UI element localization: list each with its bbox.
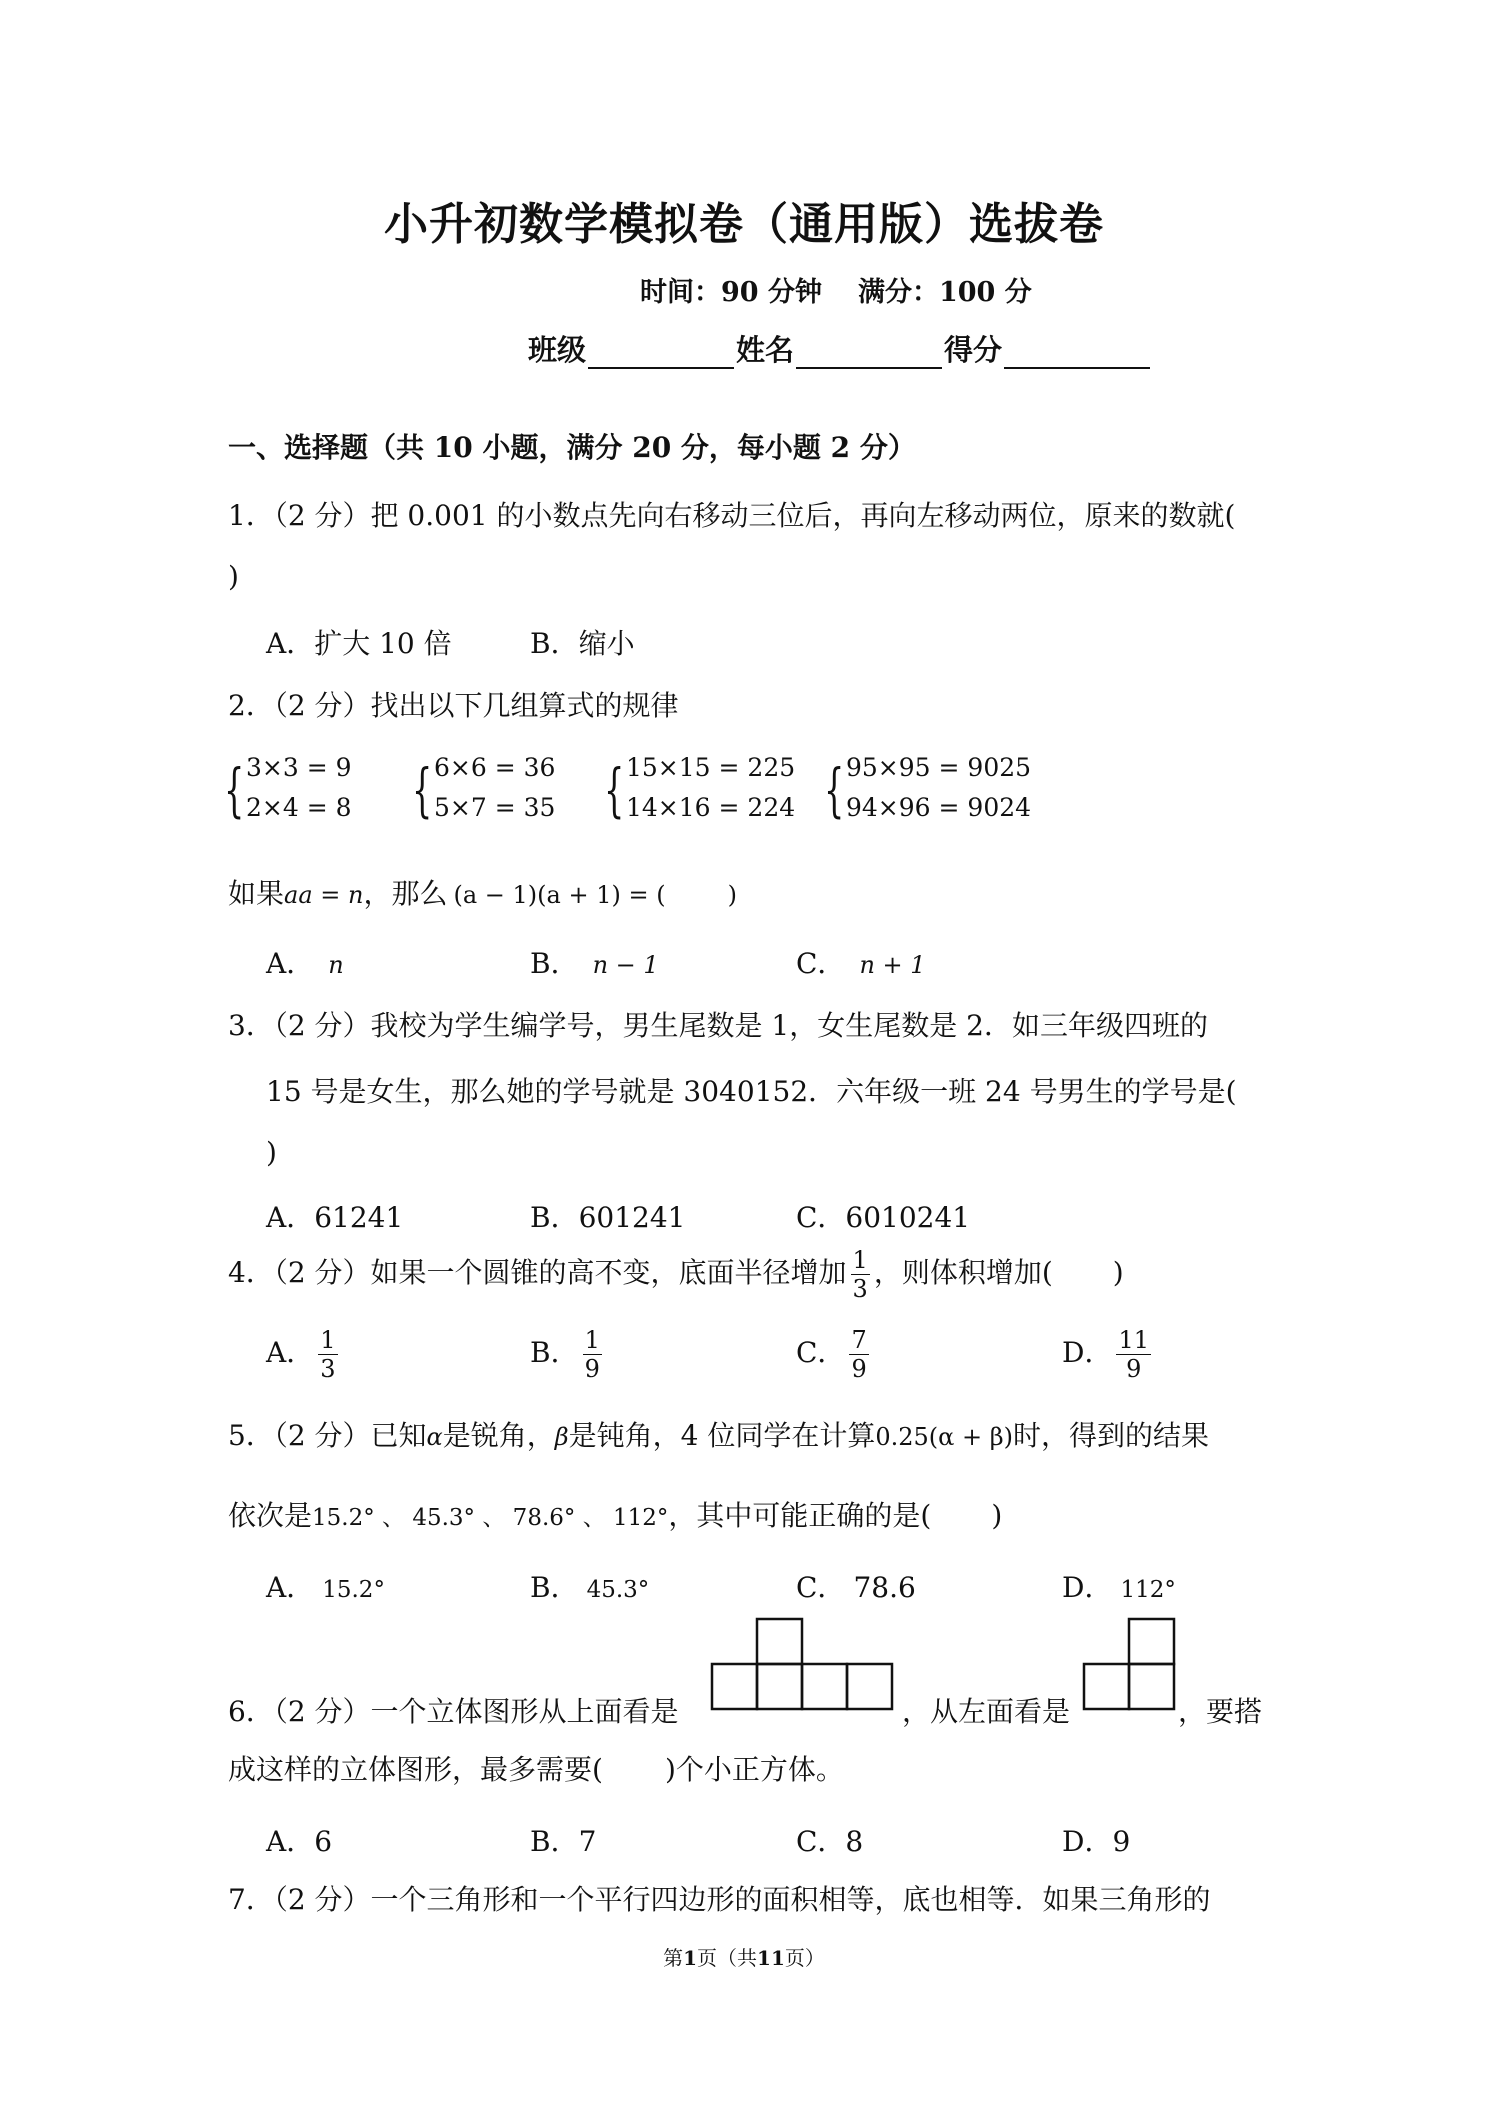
full-score: 满分：100 分: [857, 277, 1032, 308]
q2-system-4: { 95×95 = 9025 94×96 = 9024: [832, 748, 1031, 828]
score-blank[interactable]: [1004, 339, 1150, 369]
left-view-figure: [1082, 1616, 1178, 1712]
q6-line2: 成这样的立体图形，最多需要( )个小正方体。: [228, 1753, 844, 1786]
q2-stem: 2．（2 分）找出以下几组算式的规律: [228, 689, 679, 722]
name-blank[interactable]: [796, 339, 942, 369]
name-label: 姓名: [736, 333, 795, 367]
q6-line1a: 6．（2 分）一个立体图形从上面看是: [228, 1695, 679, 1728]
q2-sys3-line2: 14×16 = 224: [626, 793, 796, 822]
q2-option-b[interactable]: B． n − 1: [530, 947, 659, 980]
q5-values: 15.2° 、 45.3° 、 78.6° 、 112°: [312, 1505, 669, 1531]
q2-system-1: { 3×3 = 9 2×4 = 8: [232, 748, 352, 828]
q2-sys3-line1: 15×15 = 225: [626, 753, 796, 782]
page-title: 小升初数学模拟卷（通用版）选拔卷: [384, 199, 1104, 250]
q2-sys4-line2: 94×96 = 9024: [846, 793, 1032, 822]
q2-sys2-line2: 5×7 = 35: [434, 793, 556, 822]
q3-option-a[interactable]: A．61241: [266, 1201, 404, 1234]
q5-option-d[interactable]: D． 112°: [1062, 1571, 1176, 1604]
q4-option-d[interactable]: D． $\frac{11}{9}$: [1062, 1326, 1149, 1383]
q6-option-c[interactable]: C．8: [796, 1825, 864, 1858]
q4-option-b[interactable]: B． $\frac{1}{9}$: [530, 1326, 600, 1383]
q7-line1: 7．（2 分）一个三角形和一个平行四边形的面积相等，底也相等．如果三角形的: [228, 1883, 1211, 1916]
page-number: 1: [683, 1946, 698, 1970]
q6-option-b[interactable]: B．7: [530, 1825, 597, 1858]
q2-system-2: { 6×6 = 36 5×7 = 35: [420, 748, 555, 828]
q1-stem-cont: ): [228, 560, 239, 593]
q5-expr: 0.25(α + β): [875, 1423, 1013, 1451]
class-label: 班级: [528, 333, 587, 367]
page-footer: 第1页（共11页）: [663, 1946, 825, 1970]
q5-option-b[interactable]: B． 45.3°: [530, 1571, 650, 1604]
q2-sys1-line1: 3×3 = 9: [246, 753, 352, 782]
q3-line1: 3．（2 分）我校为学生编学号，男生尾数是 1，女生尾数是 2．如三年级四班的: [228, 1009, 1208, 1042]
q1-option-b[interactable]: B．缩小: [530, 627, 635, 660]
score-label: 得分: [944, 333, 1003, 367]
section-heading: 一、选择题（共 10 小题，满分 20 分，每小题 2 分）: [228, 431, 916, 464]
page-total: 11: [757, 1946, 785, 1970]
q2-sys2-line1: 6×6 = 36: [434, 753, 556, 782]
exam-meta: [640, 270, 1032, 309]
q4-option-c[interactable]: C． $\frac{7}{9}$: [796, 1326, 867, 1383]
q4-option-a[interactable]: A． $\frac{1}{3}$: [266, 1326, 336, 1383]
q2-then-expr: (a − 1)(a + 1) = (: [453, 881, 666, 909]
student-fields: [528, 328, 1152, 369]
q3-option-b[interactable]: B．601241: [530, 1201, 686, 1234]
q2-option-c[interactable]: C． n + 1: [796, 947, 926, 980]
q1-stem: 1．（2 分）把 0.001 的小数点先向右移动三位后，再向左移动两位，原来的数就(: [228, 499, 1236, 532]
q6-option-a[interactable]: A．6: [266, 1825, 333, 1858]
q2-sys1-line2: 2×4 = 8: [246, 793, 352, 822]
q2-system-3: { 15×15 = 225 14×16 = 224: [612, 748, 795, 828]
q2-option-a[interactable]: A． n: [266, 947, 344, 980]
class-blank[interactable]: [588, 339, 734, 369]
q6-line1b: ，从左面看是: [902, 1695, 1071, 1728]
q3-line2: 15 号是女生，那么她的学号就是 3040152．六年级一班 24 号男生的学号是(: [266, 1075, 1237, 1108]
q6-option-d[interactable]: D．9: [1062, 1825, 1131, 1858]
q6-line1c: ，要搭: [1178, 1695, 1263, 1728]
q3-option-c[interactable]: C．6010241: [796, 1201, 971, 1234]
q5-line1: 5．（2 分）已知α是锐角，β是钝角，4 位同学在计算0.25(α + β)时，得到的结果: [228, 1419, 1209, 1452]
q4-fraction: $\frac{1}{3}$: [852, 1246, 868, 1303]
q2-if-expr: aa = n: [284, 881, 364, 909]
q2-condition: 如果aa = n，那么 (a − 1)(a + 1) = ( ): [228, 877, 737, 910]
q5-option-a[interactable]: A． 15.2°: [266, 1571, 385, 1604]
q3-line3: ): [266, 1136, 277, 1169]
q4-stem: 4．（2 分）如果一个圆锥的高不变，底面半径增加 $\frac{1}{3}$ ，则体积增加( ): [228, 1246, 1124, 1303]
q1-option-a[interactable]: A．扩大 10 倍: [266, 627, 452, 660]
q5-line2: 依次是15.2° 、 45.3° 、 78.6° 、 112°，其中可能正确的是( ): [228, 1499, 1003, 1532]
q5-option-c[interactable]: C． 78.6: [796, 1571, 916, 1604]
q2-sys4-line1: 95×95 = 9025: [846, 753, 1032, 782]
top-view-figure: [710, 1616, 896, 1712]
time-limit: 时间：90 分钟: [640, 277, 822, 308]
